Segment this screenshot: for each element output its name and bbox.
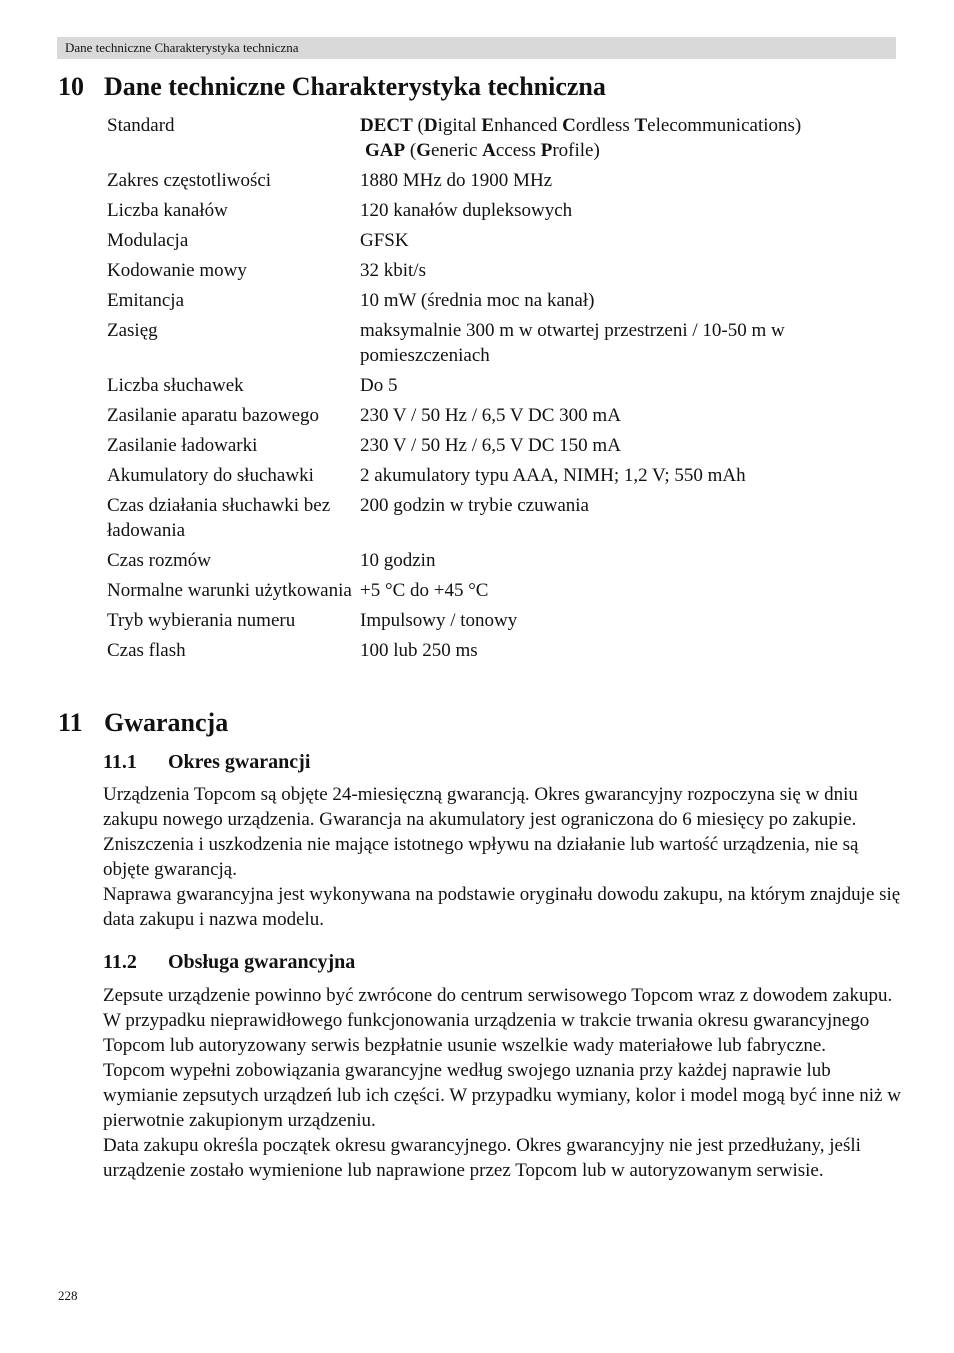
page-number: 228 [58,1288,78,1303]
spec-row [107,608,897,633]
spec-value: 2 akumulatory typu AAA, NIMH; 1,2 V; 550 mAh [360,465,746,486]
spec-row [107,578,897,603]
spec-label: Modulacja [107,230,189,251]
spec-row [107,638,897,663]
spec-label: Zasilanie aparatu bazowego [107,405,320,426]
section-11-number: 11 [58,708,83,737]
paragraph: Urządzenia Topcom są objęte 24-miesięczną gwarancją. Okres gwarancyjny rozpoczyna się w dniu zakupu nowego urządzenia. Gwarancja na akumulatory jest ograniczona do 6 miesięcy po zakupie. Zniszczenia i uszkodzenia nie mające istotnego wpływu na działanie lub wartość urządzenia, nie są objęte gwarancją. [103,784,859,880]
spec-row [107,228,897,253]
spec-label: Standard [107,115,175,136]
spec-row [107,168,897,193]
spec-value: +5 °C do +45 °C [360,580,489,601]
spec-value: Impulsowy / tonowy [360,610,518,631]
spec-row [107,463,897,488]
spec-row [107,288,897,313]
spec-label: Akumulatory do słuchawki [107,465,314,486]
spec-row [107,258,897,283]
spec-value: 200 godzin w trybie czuwania [360,495,589,516]
spec-row-standard [107,113,897,163]
spec-row [107,373,897,398]
subsection-11-2-heading [103,951,355,974]
spec-value: 10 godzin [360,550,436,571]
section-11-heading [58,708,228,738]
spec-value: 1880 MHz do 1900 MHz [360,170,553,191]
spec-value: 230 V / 50 Hz / 6,5 V DC 300 mA [360,405,621,426]
paragraph: Naprawa gwarancyjna jest wykonywana na podstawie oryginału dowodu zakupu, na którym znajduje się data zakupu i nazwa modelu. [103,884,901,930]
spec-label: Liczba słuchawek [107,375,244,396]
spec-row [107,318,897,368]
warranty-period-text [103,782,903,932]
spec-value: 10 mW (średnia moc na kanał) [360,290,595,311]
spec-row [107,433,897,458]
subsection-number: 11.2 [103,951,137,973]
warranty-service-text [103,983,903,1183]
spec-label: Czas flash [107,640,186,661]
spec-label: Czas rozmów [107,550,211,571]
running-header [57,37,896,59]
running-header-text: Dane techniczne Charakterystyka techniczna [65,40,299,55]
standard-gap: GAP (Generic Access Profile) [365,140,600,161]
spec-value: GFSK [360,230,409,251]
spec-label: Liczba kanałów [107,200,228,221]
spec-value: Do 5 [360,375,398,396]
spec-row [107,548,897,573]
spec-value: 32 kbit/s [360,260,426,281]
spec-label: Normalne warunki użytkowania [107,580,352,601]
spec-label: Kodowanie mowy [107,260,247,281]
spec-label: Emitancja [107,290,185,311]
subsection-title: Okres gwarancji [168,751,311,773]
subsection-11-1-heading [103,751,310,774]
paragraph: W przypadku nieprawidłowego funkcjonowania urządzenia w trakcie trwania okresu gwarancyjnego Topcom lub autoryzowany serwis bezpłatnie usunie wszelkie wady materiałowe lub fabryczne. [103,1010,870,1056]
section-10-title: Dane techniczne Charakterystyka techniczna [104,72,606,101]
subsection-number: 11.1 [103,751,137,773]
spec-value: 120 kanałów dupleksowych [360,200,573,221]
spec-row [107,198,897,223]
spec-value: 100 lub 250 ms [360,640,478,661]
paragraph: Zepsute urządzenie powinno być zwrócone do centrum serwisowego Topcom wraz z dowodem zakupu. [103,985,893,1006]
subsection-title: Obsługa gwarancyjna [168,951,356,973]
section-11-title: Gwarancja [104,708,229,737]
spec-row [107,493,897,543]
spec-table [107,113,897,663]
spec-row [107,403,897,428]
spec-label: Zasięg [107,320,158,341]
spec-label: Zasilanie ładowarki [107,435,258,456]
spec-value-standard [360,113,897,163]
section-10-number: 10 [58,72,84,101]
spec-value: maksymalnie 300 m w otwartej przestrzeni / 10-50 m w pomieszczeniach [360,320,785,366]
spec-value: 230 V / 50 Hz / 6,5 V DC 150 mA [360,435,621,456]
spec-label: Zakres częstotliwości [107,170,272,191]
standard-dect: DECT (Digital Enhanced Cordless Telecommunications) [360,115,802,136]
paragraph: Data zakupu określa początek okresu gwarancyjnego. Okres gwarancyjny nie jest przedłużany, jeśli urządzenie zostało wymienione lub naprawione przez Topcom lub w autoryzowanym serwisie. [103,1135,861,1181]
spec-label: Czas działania słuchawki bez ładowania [107,495,331,541]
paragraph: Topcom wypełni zobowiązania gwarancyjne według swojego uznania przy każdej naprawie lub wymianie zepsutych urządzeń lub ich części. W przypadku wymiany, kolor i model mogą być inne niż w pierwotnie zakupionym urządzeniu. [103,1060,901,1131]
section-10-heading [58,72,606,102]
spec-label: Tryb wybierania numeru [107,610,296,631]
